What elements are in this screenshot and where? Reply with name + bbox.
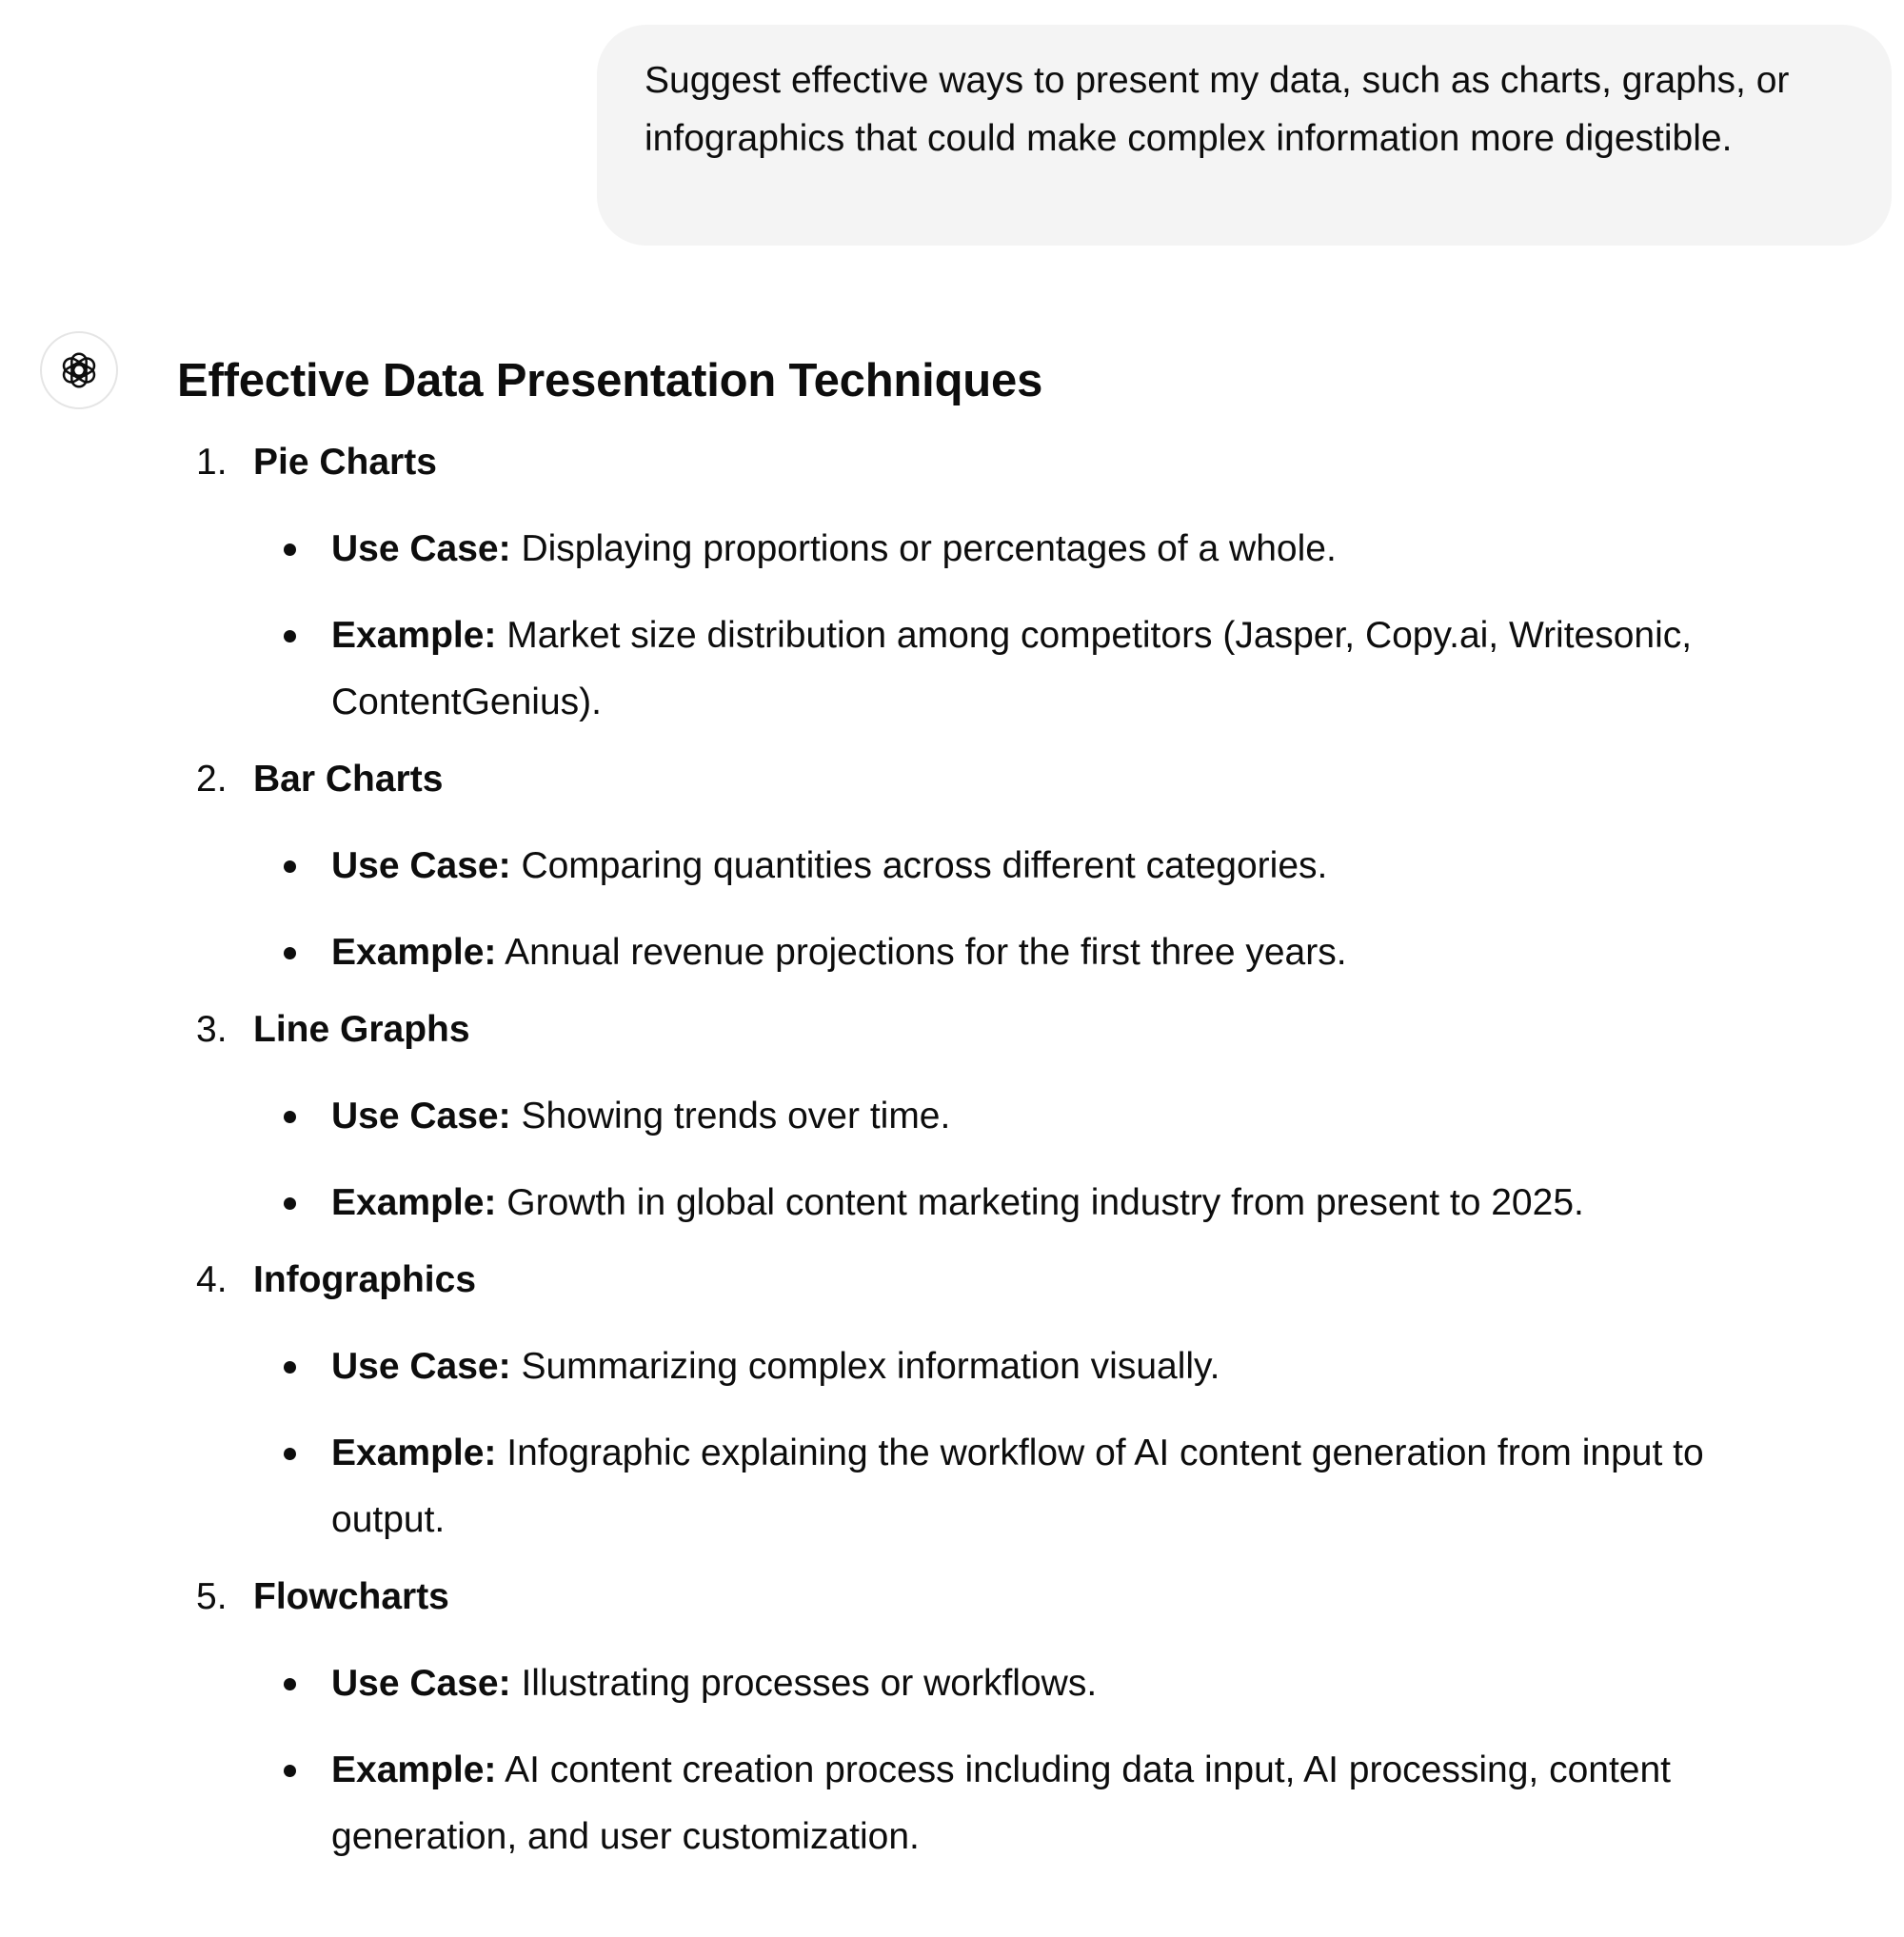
- section-bullets: [177, 833, 1872, 986]
- example-text: Infographic explaining the workflow of AI content generation from input to output.: [331, 1433, 1704, 1540]
- section-bullets: [177, 1334, 1872, 1553]
- user-message-text: Suggest effective ways to present my data, such as charts, graphs, or infographics that could make complex information more digestible.: [645, 60, 1790, 159]
- section-bar-charts: [177, 746, 1872, 986]
- section-title: Flowcharts: [253, 1576, 449, 1617]
- assistant-response: [177, 343, 1872, 1870]
- bullet-dot: [284, 630, 296, 642]
- bullet-dot: [284, 947, 296, 959]
- section-pie-charts: [177, 429, 1872, 736]
- example-label: Example:: [331, 932, 497, 973]
- use-case-text: Displaying proportions or percentages of a whole.: [521, 528, 1337, 569]
- use-case-label: Use Case:: [331, 1346, 511, 1387]
- openai-logo-icon: [57, 348, 101, 392]
- section-infographics: [177, 1247, 1872, 1553]
- section-bullets: [177, 1650, 1872, 1870]
- section-title: Pie Charts: [253, 442, 437, 483]
- section-title: Bar Charts: [253, 759, 444, 800]
- bullet-dot: [284, 544, 296, 556]
- use-case-item: [177, 516, 1872, 583]
- bullet-dot: [284, 1765, 296, 1777]
- use-case-text: Summarizing complex information visually.: [521, 1346, 1220, 1387]
- example-item: [177, 603, 1872, 736]
- section-header: [177, 746, 1872, 813]
- example-text: Annual revenue projections for the first three years.: [505, 932, 1347, 973]
- section-header: [177, 1247, 1872, 1314]
- example-text: AI content creation process including data input, AI processing, content generation, and user customization.: [331, 1749, 1672, 1857]
- bullet-dot: [284, 1361, 296, 1374]
- bullet-dot: [284, 1678, 296, 1690]
- bullet-dot: [284, 1197, 296, 1210]
- example-label: Example:: [331, 1433, 497, 1473]
- example-label: Example:: [331, 615, 497, 656]
- use-case-text: Comparing quantities across different categories.: [521, 845, 1328, 886]
- use-case-text: Showing trends over time.: [521, 1096, 951, 1137]
- section-header: [177, 997, 1872, 1063]
- example-text: Market size distribution among competitors (Jasper, Copy.ai, Writesonic, ContentGenius).: [331, 615, 1693, 722]
- example-item: [177, 1737, 1872, 1870]
- section-number: 5.: [196, 1576, 228, 1617]
- use-case-label: Use Case:: [331, 528, 511, 569]
- section-bullets: [177, 1083, 1872, 1236]
- bullet-dot: [284, 860, 296, 873]
- section-title: Line Graphs: [253, 1009, 470, 1050]
- use-case-item: [177, 1083, 1872, 1150]
- section-title: Infographics: [253, 1259, 477, 1300]
- section-header: [177, 1564, 1872, 1631]
- user-message-bubble: [597, 25, 1892, 246]
- section-flowcharts: [177, 1564, 1872, 1870]
- section-header: [177, 429, 1872, 496]
- section-number: 2.: [196, 759, 228, 800]
- example-item: [177, 919, 1872, 986]
- example-item: [177, 1420, 1872, 1553]
- bullet-dot: [284, 1111, 296, 1123]
- use-case-label: Use Case:: [331, 1096, 511, 1137]
- bullet-dot: [284, 1448, 296, 1460]
- example-label: Example:: [331, 1749, 497, 1790]
- section-number: 3.: [196, 1009, 228, 1050]
- section-number: 4.: [196, 1259, 228, 1300]
- response-heading: Effective Data Presentation Techniques: [177, 355, 1043, 406]
- section-number: 1.: [196, 442, 228, 483]
- use-case-item: [177, 1650, 1872, 1717]
- use-case-item: [177, 833, 1872, 899]
- use-case-item: [177, 1334, 1872, 1400]
- example-item: [177, 1170, 1872, 1236]
- use-case-label: Use Case:: [331, 1663, 511, 1704]
- assistant-avatar: [40, 331, 118, 409]
- section-bullets: [177, 516, 1872, 736]
- section-line-graphs: [177, 997, 1872, 1236]
- use-case-text: Illustrating processes or workflows.: [521, 1663, 1098, 1704]
- example-label: Example:: [331, 1182, 497, 1223]
- use-case-label: Use Case:: [331, 845, 511, 886]
- example-text: Growth in global content marketing industry from present to 2025.: [506, 1182, 1584, 1223]
